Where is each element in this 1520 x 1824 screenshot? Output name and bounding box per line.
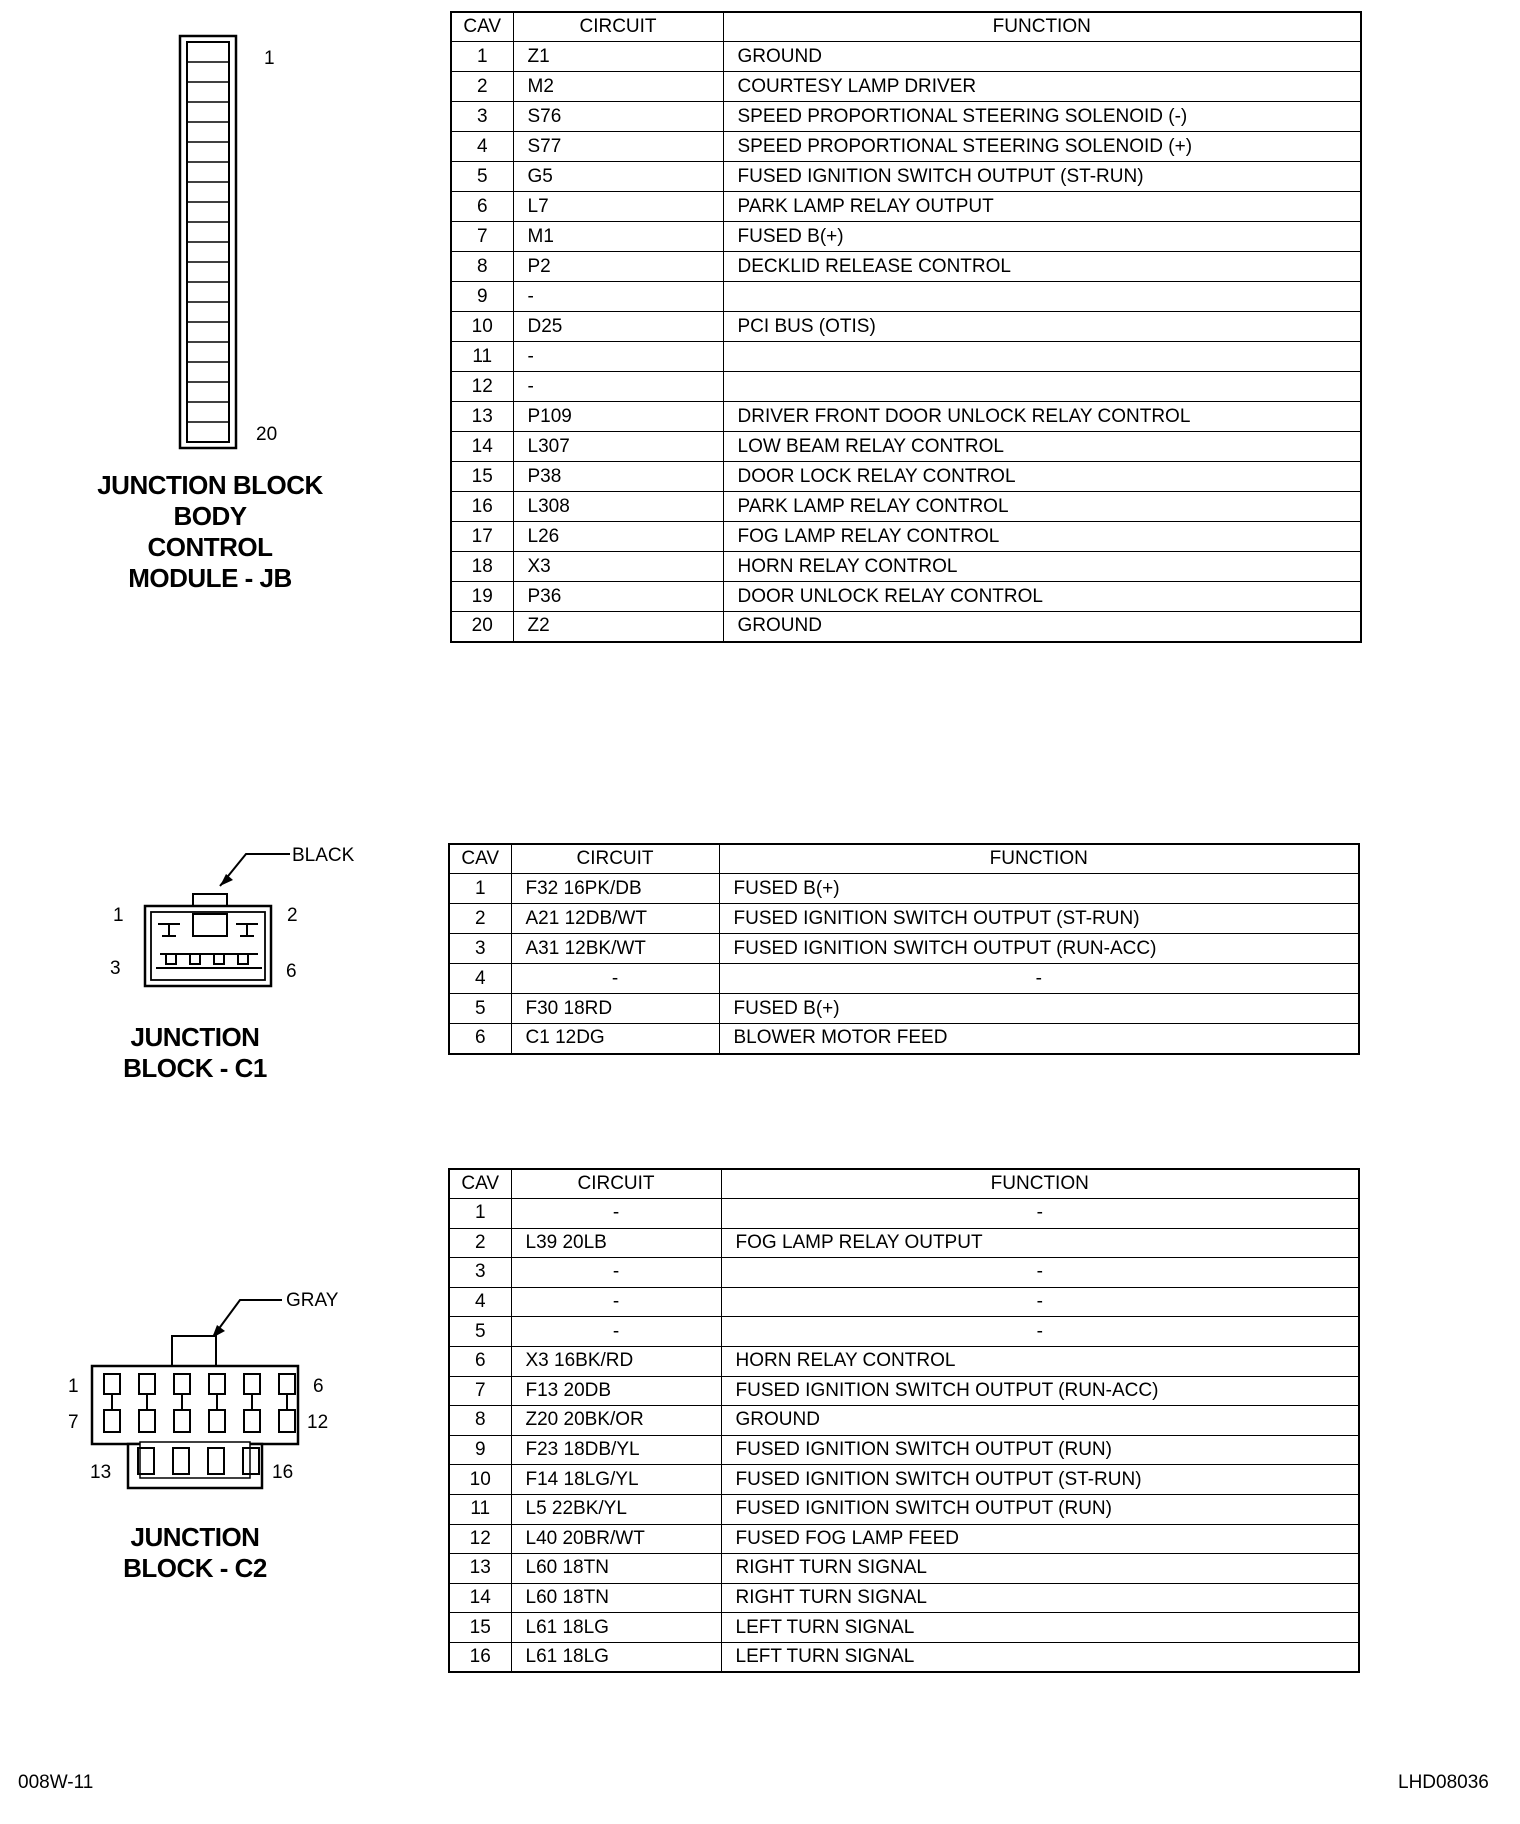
cav-cell: 6 (451, 192, 513, 222)
header-circuit: CIRCUIT (513, 12, 723, 42)
table-row (449, 1494, 1359, 1524)
circuit-cell: L39 20LB (511, 1228, 721, 1258)
circuit-cell: F23 18DB/YL (511, 1435, 721, 1465)
table-row (451, 222, 1361, 252)
cav-cell: 10 (451, 312, 513, 342)
function-cell: DECKLID RELEASE CONTROL (723, 252, 1361, 282)
header-circuit: CIRCUIT (511, 844, 719, 874)
table-row (451, 402, 1361, 432)
cav-cell: 2 (449, 904, 511, 934)
function-cell: - (721, 1317, 1359, 1347)
cav-cell: 20 (451, 612, 513, 642)
c1-connector-body (140, 846, 300, 994)
cav-cell: 1 (449, 1199, 511, 1229)
c2-pin-label-6: 6 (313, 1376, 324, 1397)
c1-color-label: BLACK (292, 845, 355, 866)
table-row (449, 1465, 1359, 1495)
table-row (451, 192, 1361, 222)
circuit-cell: - (511, 1317, 721, 1347)
c2-color-label: GRAY (286, 1290, 339, 1311)
function-cell: FUSED B(+) (719, 994, 1359, 1024)
c1-pin-label-1: 1 (113, 905, 124, 926)
table-row (451, 102, 1361, 132)
table-row (449, 1346, 1359, 1376)
c1-pin-label-6: 6 (286, 961, 297, 982)
table-row (451, 582, 1361, 612)
cav-cell: 16 (449, 1642, 511, 1672)
table-row (451, 522, 1361, 552)
table-row (449, 1376, 1359, 1406)
cav-cell: 4 (449, 964, 511, 994)
function-cell: FUSED FOG LAMP FEED (721, 1524, 1359, 1554)
jb-pin-label-last: 20 (256, 424, 278, 445)
circuit-cell: F30 18RD (511, 994, 719, 1024)
table-row (451, 612, 1361, 642)
circuit-cell: L5 22BK/YL (511, 1494, 721, 1524)
cav-cell: 8 (451, 252, 513, 282)
function-cell: SPEED PROPORTIONAL STEERING SOLENOID (-) (723, 102, 1361, 132)
cav-cell: 3 (449, 934, 511, 964)
function-cell: FUSED IGNITION SWITCH OUTPUT (ST-RUN) (721, 1465, 1359, 1495)
table-row (449, 1642, 1359, 1672)
function-cell: HORN RELAY CONTROL (721, 1346, 1359, 1376)
jb-connector-body (178, 30, 248, 452)
table-header-row (451, 12, 1361, 42)
circuit-cell: Z1 (513, 42, 723, 72)
table-header-row (449, 1169, 1359, 1199)
function-cell: - (719, 964, 1359, 994)
cav-cell: 7 (449, 1376, 511, 1406)
function-cell: GROUND (721, 1406, 1359, 1436)
cav-cell: 5 (449, 994, 511, 1024)
circuit-cell: L60 18TN (511, 1583, 721, 1613)
c2-pin-label-12: 12 (307, 1412, 329, 1433)
cav-cell: 1 (451, 42, 513, 72)
table-row (449, 1524, 1359, 1554)
circuit-cell: S77 (513, 132, 723, 162)
jb-pin-label-first: 1 (264, 48, 275, 69)
circuit-cell: X3 16BK/RD (511, 1346, 721, 1376)
cav-cell: 1 (449, 874, 511, 904)
header-circuit: CIRCUIT (511, 1169, 721, 1199)
table-row (449, 904, 1359, 934)
table-row (449, 1406, 1359, 1436)
table-row (451, 432, 1361, 462)
circuit-cell: - (511, 964, 719, 994)
header-cav: CAV (451, 12, 513, 42)
function-cell: FOG LAMP RELAY OUTPUT (721, 1228, 1359, 1258)
circuit-cell: D25 (513, 312, 723, 342)
table-header-row (449, 844, 1359, 874)
footer-drawing-number: LHD08036 (1398, 1772, 1489, 1793)
function-cell: BLOWER MOTOR FEED (719, 1024, 1359, 1054)
circuit-cell: - (513, 342, 723, 372)
cav-cell: 16 (451, 492, 513, 522)
table-row (449, 1583, 1359, 1613)
table-row (451, 462, 1361, 492)
circuit-cell: F13 20DB (511, 1376, 721, 1406)
c1-pinout-table (448, 843, 1360, 1055)
cav-cell: 11 (449, 1494, 511, 1524)
table-row (451, 132, 1361, 162)
function-cell: PARK LAMP RELAY CONTROL (723, 492, 1361, 522)
c1-pin-label-2: 2 (287, 905, 298, 926)
cav-cell: 6 (449, 1346, 511, 1376)
cav-cell: 12 (449, 1524, 511, 1554)
table-row (451, 162, 1361, 192)
table-row (449, 1613, 1359, 1643)
table-row (449, 874, 1359, 904)
cav-cell: 3 (451, 102, 513, 132)
function-cell: PARK LAMP RELAY OUTPUT (723, 192, 1361, 222)
function-cell: FUSED B(+) (723, 222, 1361, 252)
circuit-cell: L7 (513, 192, 723, 222)
function-cell (723, 282, 1361, 312)
circuit-cell: F32 16PK/DB (511, 874, 719, 904)
function-cell: DRIVER FRONT DOOR UNLOCK RELAY CONTROL (723, 402, 1361, 432)
table-row (451, 72, 1361, 102)
function-cell: COURTESY LAMP DRIVER (723, 72, 1361, 102)
function-cell: SPEED PROPORTIONAL STEERING SOLENOID (+) (723, 132, 1361, 162)
c2-pinout-table (448, 1168, 1360, 1673)
circuit-cell: - (513, 282, 723, 312)
circuit-cell: P109 (513, 402, 723, 432)
cav-cell: 4 (449, 1287, 511, 1317)
function-cell: RIGHT TURN SIGNAL (721, 1583, 1359, 1613)
circuit-cell: - (511, 1287, 721, 1317)
circuit-cell: L307 (513, 432, 723, 462)
table-row (449, 934, 1359, 964)
c2-connector-title: JUNCTION BLOCK - C2 (123, 1522, 267, 1583)
circuit-cell: Z2 (513, 612, 723, 642)
function-cell: LEFT TURN SIGNAL (721, 1642, 1359, 1672)
table-row (451, 42, 1361, 72)
c2-pin-label-7: 7 (68, 1412, 79, 1433)
circuit-cell: L60 18TN (511, 1554, 721, 1584)
function-cell: GROUND (723, 42, 1361, 72)
c2-pin-label-13: 13 (90, 1462, 112, 1483)
jb-pinout-table (450, 11, 1362, 643)
circuit-cell: P38 (513, 462, 723, 492)
cav-cell: 13 (449, 1554, 511, 1584)
function-cell: - (721, 1258, 1359, 1288)
function-cell: DOOR LOCK RELAY CONTROL (723, 462, 1361, 492)
function-cell: HORN RELAY CONTROL (723, 552, 1361, 582)
circuit-cell: C1 12DG (511, 1024, 719, 1054)
function-cell: FUSED B(+) (719, 874, 1359, 904)
table-row (449, 994, 1359, 1024)
cav-cell: 15 (451, 462, 513, 492)
cav-cell: 7 (451, 222, 513, 252)
table-row (451, 342, 1361, 372)
table-row (451, 252, 1361, 282)
circuit-cell: A21 12DB/WT (511, 904, 719, 934)
cav-cell: 4 (451, 132, 513, 162)
function-cell (723, 342, 1361, 372)
circuit-cell: F14 18LG/YL (511, 1465, 721, 1495)
function-cell: RIGHT TURN SIGNAL (721, 1554, 1359, 1584)
cav-cell: 12 (451, 372, 513, 402)
table-row (451, 552, 1361, 582)
circuit-cell: - (513, 372, 723, 402)
circuit-cell: L61 18LG (511, 1642, 721, 1672)
cav-cell: 10 (449, 1465, 511, 1495)
cav-cell: 14 (451, 432, 513, 462)
header-function: FUNCTION (719, 844, 1359, 874)
cav-cell: 17 (451, 522, 513, 552)
circuit-cell: P36 (513, 582, 723, 612)
circuit-cell: P2 (513, 252, 723, 282)
circuit-cell: X3 (513, 552, 723, 582)
cav-cell: 13 (451, 402, 513, 432)
function-cell: DOOR UNLOCK RELAY CONTROL (723, 582, 1361, 612)
cav-cell: 8 (449, 1406, 511, 1436)
header-cav: CAV (449, 1169, 511, 1199)
circuit-cell: M1 (513, 222, 723, 252)
function-cell: FUSED IGNITION SWITCH OUTPUT (RUN-ACC) (721, 1376, 1359, 1406)
circuit-cell: Z20 20BK/OR (511, 1406, 721, 1436)
c1-pin-label-3: 3 (110, 958, 121, 979)
table-row (451, 282, 1361, 312)
cav-cell: 15 (449, 1613, 511, 1643)
cav-cell: 2 (449, 1228, 511, 1258)
cav-cell: 19 (451, 582, 513, 612)
cav-cell: 18 (451, 552, 513, 582)
cav-cell: 2 (451, 72, 513, 102)
function-cell: GROUND (723, 612, 1361, 642)
circuit-cell: L61 18LG (511, 1613, 721, 1643)
cav-cell: 11 (451, 342, 513, 372)
circuit-cell: - (511, 1199, 721, 1229)
function-cell: FUSED IGNITION SWITCH OUTPUT (ST-RUN) (719, 904, 1359, 934)
function-cell: LEFT TURN SIGNAL (721, 1613, 1359, 1643)
circuit-cell: L308 (513, 492, 723, 522)
function-cell: - (721, 1199, 1359, 1229)
table-row (451, 492, 1361, 522)
jb-connector-title: JUNCTION BLOCK BODY CONTROL MODULE - JB (97, 470, 323, 593)
table-row (449, 1287, 1359, 1317)
table-row (449, 1435, 1359, 1465)
function-cell: FUSED IGNITION SWITCH OUTPUT (RUN) (721, 1494, 1359, 1524)
cav-cell: 5 (449, 1317, 511, 1347)
function-cell: FOG LAMP RELAY CONTROL (723, 522, 1361, 552)
table-row (449, 1228, 1359, 1258)
table-row (449, 1258, 1359, 1288)
table-row (451, 372, 1361, 402)
cav-cell: 3 (449, 1258, 511, 1288)
function-cell: LOW BEAM RELAY CONTROL (723, 432, 1361, 462)
table-row (449, 964, 1359, 994)
table-row (449, 1317, 1359, 1347)
cav-cell: 9 (451, 282, 513, 312)
function-cell: FUSED IGNITION SWITCH OUTPUT (ST-RUN) (723, 162, 1361, 192)
circuit-cell: L26 (513, 522, 723, 552)
header-function: FUNCTION (723, 12, 1361, 42)
table-row (449, 1554, 1359, 1584)
circuit-cell: - (511, 1258, 721, 1288)
header-function: FUNCTION (721, 1169, 1359, 1199)
circuit-cell: S76 (513, 102, 723, 132)
table-row (449, 1199, 1359, 1229)
function-cell: PCI BUS (OTIS) (723, 312, 1361, 342)
cav-cell: 5 (451, 162, 513, 192)
table-row (451, 312, 1361, 342)
table-row (449, 1024, 1359, 1054)
cav-cell: 9 (449, 1435, 511, 1465)
c1-connector-title: JUNCTION BLOCK - C1 (123, 1022, 267, 1083)
circuit-cell: M2 (513, 72, 723, 102)
function-cell: FUSED IGNITION SWITCH OUTPUT (RUN-ACC) (719, 934, 1359, 964)
c2-pin-label-16: 16 (272, 1462, 294, 1483)
footer-figure-id: 008W-11 (18, 1772, 94, 1793)
function-cell: FUSED IGNITION SWITCH OUTPUT (RUN) (721, 1435, 1359, 1465)
circuit-cell: G5 (513, 162, 723, 192)
circuit-cell: A31 12BK/WT (511, 934, 719, 964)
circuit-cell: L40 20BR/WT (511, 1524, 721, 1554)
function-cell: - (721, 1287, 1359, 1317)
c2-pin-label-1: 1 (68, 1376, 79, 1397)
cav-cell: 14 (449, 1583, 511, 1613)
cav-cell: 6 (449, 1024, 511, 1054)
header-cav: CAV (449, 844, 511, 874)
function-cell (723, 372, 1361, 402)
